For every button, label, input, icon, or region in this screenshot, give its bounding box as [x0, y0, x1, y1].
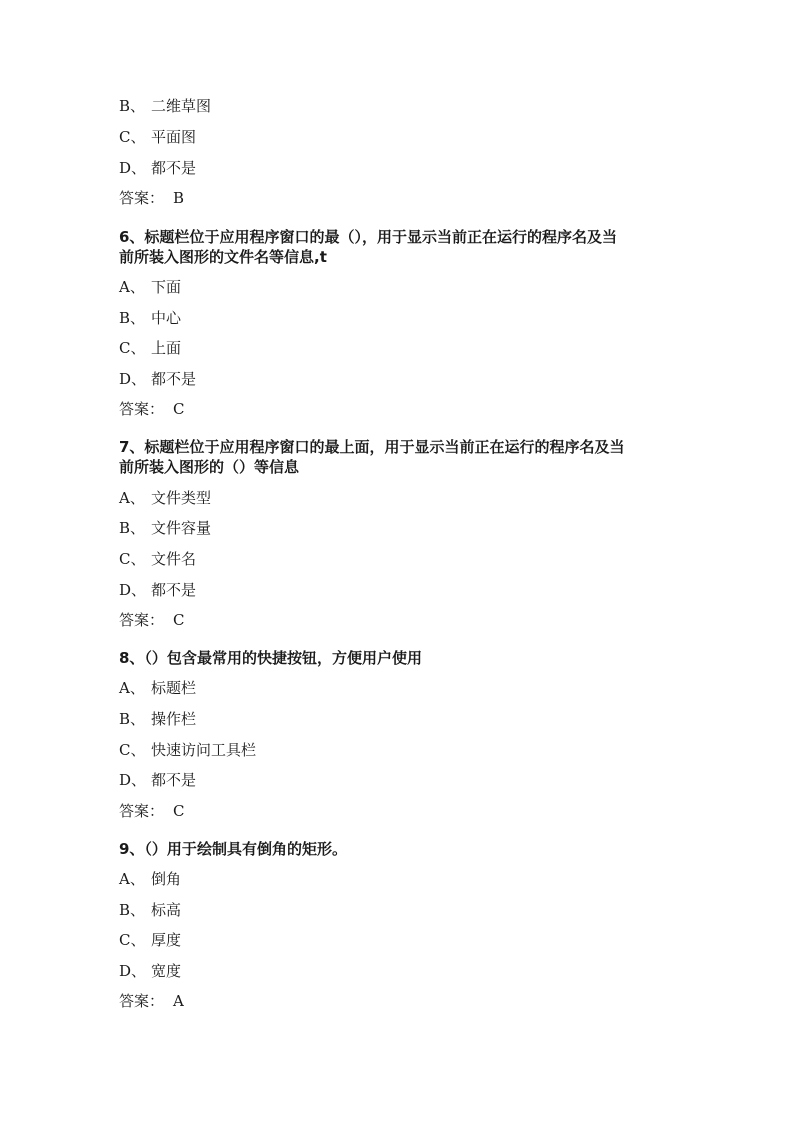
answer-label: 答案： [119, 802, 165, 820]
option-label: C、 [119, 128, 146, 146]
answer-value: B [173, 189, 185, 207]
answer-label: 答案： [119, 189, 165, 207]
option-label: B、 [119, 519, 146, 537]
option-line [119, 678, 196, 698]
option-label: B、 [119, 97, 146, 115]
option-text: 厚度 [151, 931, 182, 949]
option-text: 标高 [151, 901, 182, 919]
option-text: 快速访问工具栏 [151, 741, 257, 759]
option-label: C、 [119, 339, 146, 357]
option-label: D、 [119, 370, 147, 388]
option-text: 都不是 [151, 771, 197, 789]
answer-value: C [173, 400, 185, 418]
option-label: A、 [119, 278, 145, 296]
option-line [119, 770, 196, 790]
option-text: 文件名 [151, 550, 197, 568]
option-text: 中心 [151, 309, 182, 327]
option-text: 都不是 [151, 581, 197, 599]
answer-label: 答案： [119, 992, 165, 1010]
option-text: 标题栏 [151, 679, 197, 697]
option-text: 文件类型 [151, 489, 212, 507]
question-stem: 前所装入图形的（）等信息 [119, 458, 300, 476]
option-line [119, 580, 196, 600]
answer-value: C [173, 611, 185, 629]
option-text: 宽度 [151, 962, 182, 980]
option-label: B、 [119, 710, 146, 728]
option-line [119, 900, 181, 920]
option-text: 文件容量 [151, 519, 212, 537]
question-stem: 7、标题栏位于应用程序窗口的最上面，用于显示当前正在运行的程序名及当 [119, 438, 625, 456]
option-label: D、 [119, 962, 147, 980]
question-stem: 8、（）包含最常用的快捷按钮，方便用户使用 [119, 649, 422, 667]
answer-line [119, 991, 184, 1011]
option-label: B、 [119, 901, 146, 919]
answer-label: 答案： [119, 611, 165, 629]
option-line [119, 96, 211, 116]
option-line [119, 961, 181, 981]
option-label: D、 [119, 581, 147, 599]
answer-line [119, 801, 184, 821]
option-line [119, 930, 181, 950]
option-line [119, 488, 211, 508]
option-text: 上面 [151, 339, 182, 357]
option-line [119, 740, 256, 760]
answer-line [119, 399, 184, 419]
option-label: C、 [119, 741, 146, 759]
answer-label: 答案： [119, 400, 165, 418]
option-line [119, 277, 181, 297]
option-label: A、 [119, 870, 145, 888]
option-text: 操作栏 [151, 710, 197, 728]
option-line [119, 869, 181, 889]
option-text: 都不是 [151, 159, 197, 177]
option-line [119, 709, 196, 729]
option-line [119, 338, 181, 358]
option-label: D、 [119, 159, 147, 177]
option-line [119, 518, 211, 538]
option-label: B、 [119, 309, 146, 327]
option-text: 下面 [151, 278, 182, 296]
answer-value: C [173, 802, 185, 820]
option-label: D、 [119, 771, 147, 789]
answer-line [119, 188, 184, 208]
answer-value: A [173, 992, 184, 1010]
option-line [119, 369, 196, 389]
option-label: A、 [119, 679, 145, 697]
option-label: A、 [119, 489, 145, 507]
option-label: C、 [119, 550, 146, 568]
option-label: C、 [119, 931, 146, 949]
option-text: 都不是 [151, 370, 197, 388]
option-line [119, 158, 196, 178]
option-line [119, 308, 181, 328]
question-stem: 前所装入图形的文件名等信息,t [119, 248, 327, 266]
option-text: 二维草图 [151, 97, 212, 115]
option-line [119, 127, 196, 147]
question-stem: 9、（）用于绘制具有倒角的矩形。 [119, 840, 347, 858]
option-text: 平面图 [151, 128, 197, 146]
question-stem: 6、标题栏位于应用程序窗口的最（），用于显示当前正在运行的程序名及当 [119, 228, 617, 246]
option-line [119, 549, 196, 569]
answer-line [119, 610, 184, 630]
option-text: 倒角 [151, 870, 182, 888]
